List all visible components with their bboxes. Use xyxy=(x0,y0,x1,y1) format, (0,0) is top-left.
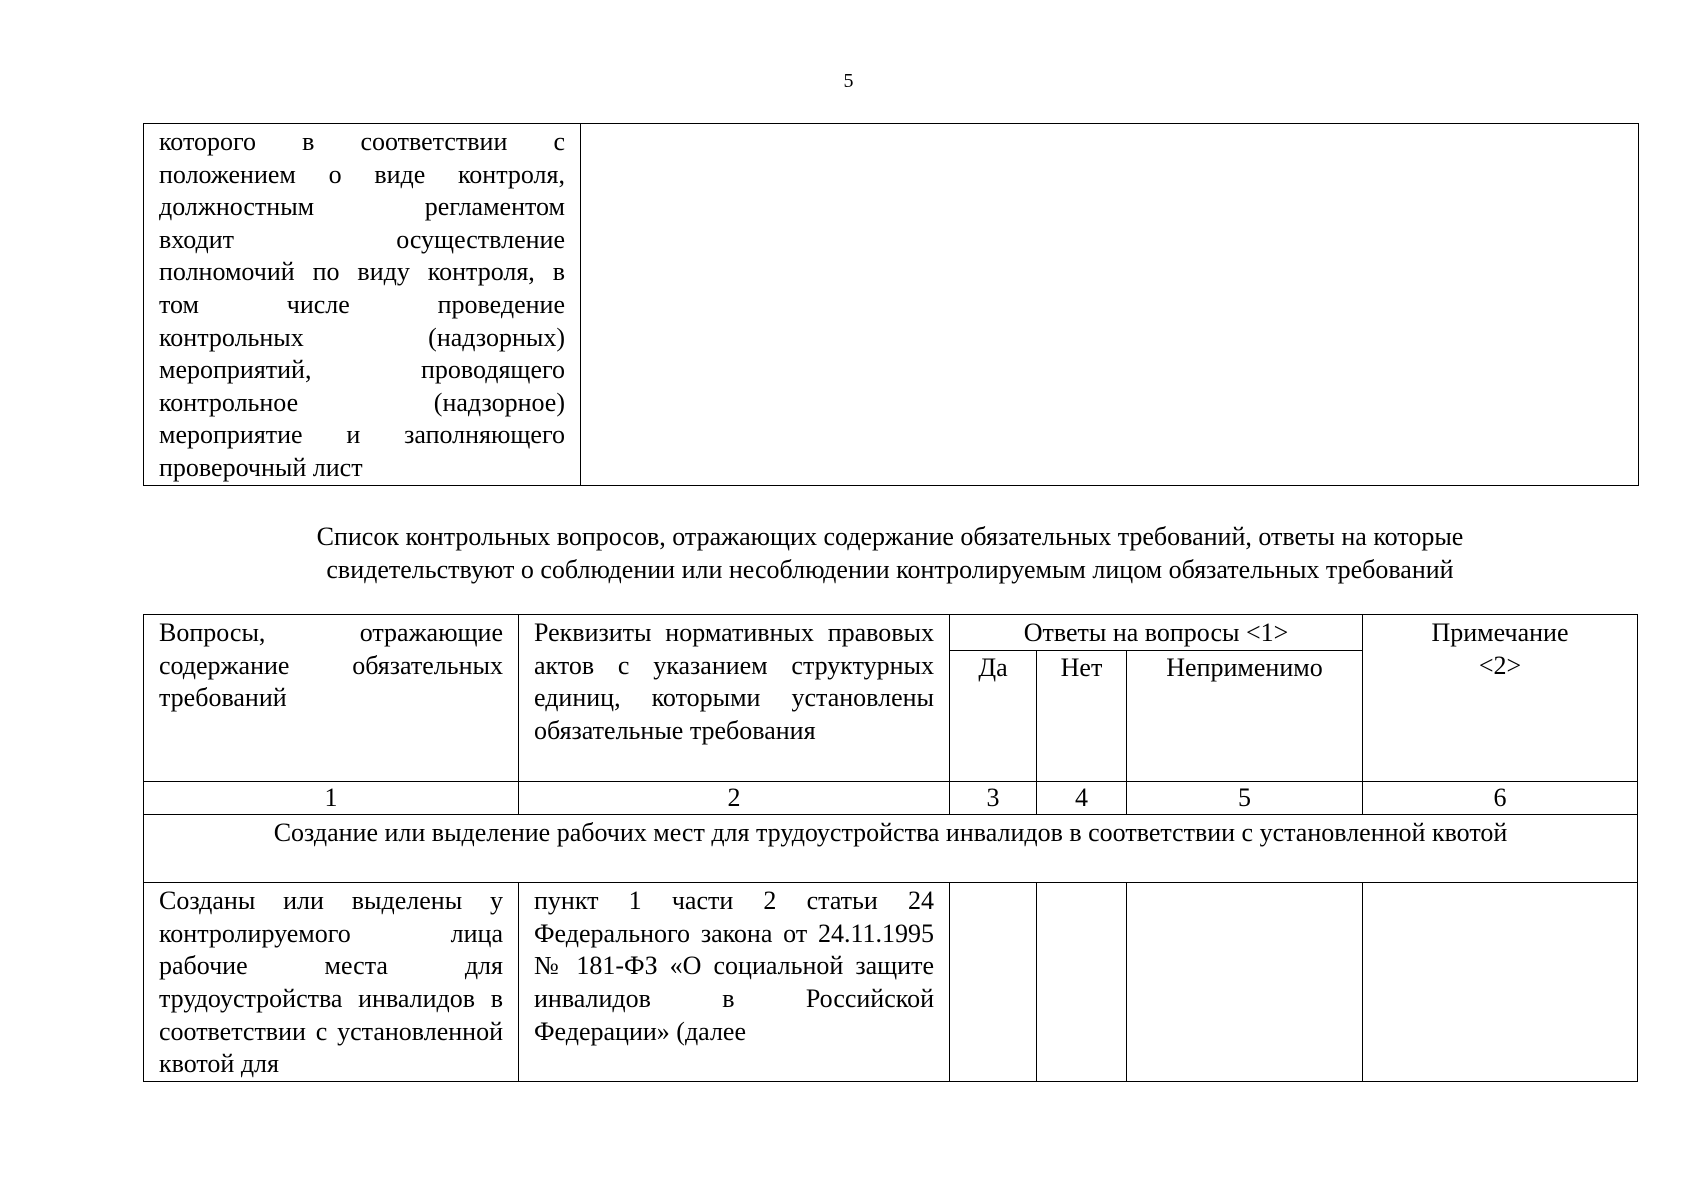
header-note: Примечание <2> xyxy=(1363,615,1638,782)
row-requisites: пункт 1 части 2 статьи 24 Федерального закона от 24.11.1995 № 181-ФЗ «О социальной защите инвалидов в Российской Федерации» (далее xyxy=(519,883,950,1082)
control-questions-table xyxy=(143,614,1638,1082)
column-number-3: 3 xyxy=(950,781,1037,815)
inspector-description-line: проверочный лист xyxy=(159,452,363,482)
header-no: Нет xyxy=(1037,650,1127,781)
column-number-6: 6 xyxy=(1363,781,1638,815)
header-questions: Вопросы, отражающие содержание обязательных требований xyxy=(144,615,519,782)
control-questions-heading xyxy=(143,520,1637,586)
inspector-description-line: полномочий по виду контроля, в xyxy=(159,257,565,287)
inspector-description-line: мероприятие и заполняющего xyxy=(159,420,565,450)
inspector-description-line: должностным регламентом xyxy=(159,192,565,222)
header-not-applicable: Неприменимо xyxy=(1127,650,1363,781)
column-number-5: 5 xyxy=(1127,781,1363,815)
header-requisites: Реквизиты нормативных правовых актов с указанием структурных единиц, которыми установлены обязательные требования xyxy=(519,615,950,782)
row-question: Созданы или выделены у контролируемого лица рабочие места для трудоустройства инвалидов в соответствии с установленной квотой для xyxy=(144,883,519,1082)
column-number-1: 1 xyxy=(144,781,519,815)
column-number-4: 4 xyxy=(1037,781,1127,815)
header-answers-group: Ответы на вопросы <1> xyxy=(950,615,1363,651)
inspector-description-line: контрольное (надзорное) xyxy=(159,387,565,417)
heading-line-2: свидетельствуют о соблюдении или несоблюдении контролируемым лицом обязательных требований xyxy=(326,555,1454,584)
inspector-description-line: том числе проведение xyxy=(159,289,565,319)
row-answer-no[interactable] xyxy=(1037,883,1127,1082)
inspector-info-table xyxy=(143,123,1639,486)
page-number: 5 xyxy=(843,70,854,92)
row-answer-not-applicable[interactable] xyxy=(1127,883,1363,1082)
heading-line-1: Список контрольных вопросов, отражающих содержание обязательных требований, ответы на которые xyxy=(316,522,1464,551)
inspector-description-line: которого в соответствии с xyxy=(159,127,565,156)
column-number-2: 2 xyxy=(519,781,950,815)
inspector-description-line: входит осуществление xyxy=(159,224,565,254)
inspector-description-line: мероприятий, проводящего xyxy=(159,355,565,385)
inspector-description-line: положением о виде контроля, xyxy=(159,159,565,189)
section-title: Создание или выделение рабочих мест для трудоустройства инвалидов в соответствии с установленной квотой xyxy=(144,815,1638,883)
row-note[interactable] xyxy=(1363,883,1638,1082)
row-answer-yes[interactable] xyxy=(950,883,1037,1082)
inspector-value-cell xyxy=(581,124,1639,486)
inspector-description-text xyxy=(159,126,565,485)
header-yes: Да xyxy=(950,650,1037,781)
inspector-description-cell xyxy=(144,124,581,486)
inspector-description-line: контрольных (надзорных) xyxy=(159,322,565,352)
